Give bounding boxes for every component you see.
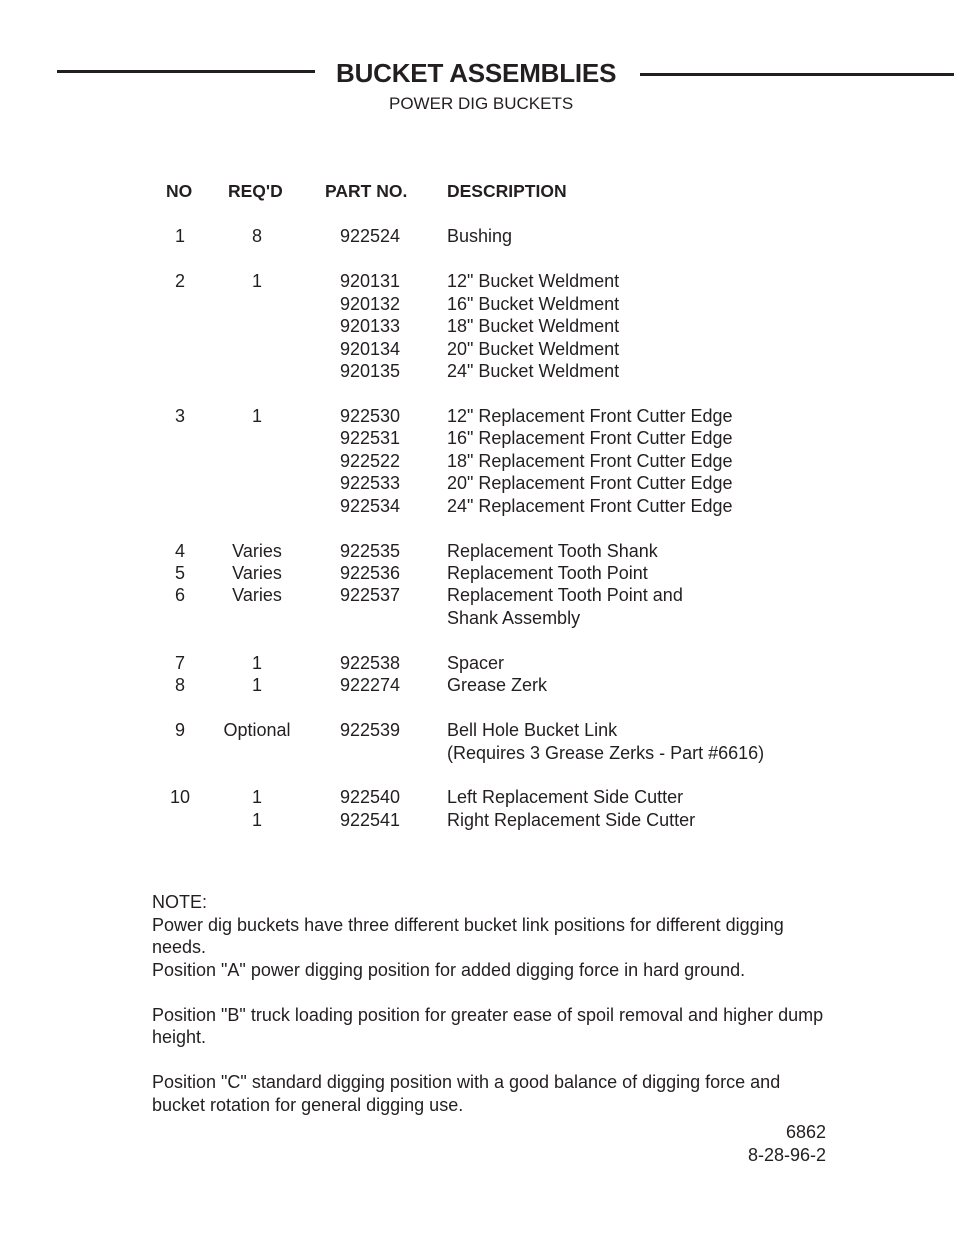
row-no: 7 (174, 653, 185, 673)
row-part-no: 920131 (339, 271, 401, 291)
page-title: BUCKET ASSEMBLIES (336, 58, 617, 88)
row-no: 4 (174, 541, 185, 561)
row-description: 16" Bucket Weldment (447, 294, 620, 314)
row-part-no: 920132 (339, 294, 401, 314)
row-part-no: 922540 (339, 787, 401, 807)
row-description: 24" Replacement Front Cutter Edge (447, 496, 733, 516)
row-reqd: 1 (251, 787, 262, 807)
row-reqd: 8 (251, 226, 262, 246)
row-description: Left Replacement Side Cutter (447, 787, 684, 807)
row-description: Replacement Tooth Shank (447, 541, 658, 561)
row-part-no: 922530 (339, 406, 401, 426)
row-reqd: 1 (251, 653, 262, 673)
row-description: Bell Hole Bucket Link (447, 720, 618, 740)
row-description: 16" Replacement Front Cutter Edge (447, 428, 733, 448)
document-date-code: 8-28-96-2 (747, 1145, 826, 1165)
row-part-no: 922535 (339, 541, 401, 561)
row-part-no: 920134 (339, 339, 401, 359)
note-heading: NOTE: (152, 892, 208, 912)
row-part-no: 922541 (339, 810, 401, 830)
row-part-no: 922539 (339, 720, 401, 740)
row-description: Grease Zerk (447, 675, 548, 695)
row-part-no: 922538 (339, 653, 401, 673)
row-description: 20" Bucket Weldment (447, 339, 620, 359)
row-description: 24" Bucket Weldment (447, 361, 620, 381)
title-rule-left (57, 70, 315, 73)
row-no: 2 (174, 271, 185, 291)
note-position-c: Position "C" standard digging position with a good balance of digging force and bucket rotation for general digging use. (152, 1072, 781, 1115)
document-number: 6862 (785, 1122, 826, 1142)
row-description: Replacement Tooth Point (447, 563, 648, 583)
column-header-description: DESCRIPTION (447, 181, 567, 201)
row-no: 6 (174, 585, 185, 605)
row-reqd: 1 (251, 406, 262, 426)
title-rule-right (640, 73, 954, 76)
row-part-no: 922524 (339, 226, 401, 246)
column-header-part-no: PART NO. (325, 181, 408, 201)
row-no: 10 (169, 787, 191, 807)
row-description: 12" Replacement Front Cutter Edge (447, 406, 733, 426)
row-part-no: 922274 (339, 675, 401, 695)
row-description: Replacement Tooth Point and (447, 585, 683, 605)
row-part-no: 922537 (339, 585, 401, 605)
row-description: 20" Replacement Front Cutter Edge (447, 473, 733, 493)
note-intro: Power dig buckets have three different bucket link positions for different digging needs. (152, 914, 784, 957)
row-no: 5 (174, 563, 185, 583)
row-reqd: 1 (251, 271, 262, 291)
row-reqd: 1 (251, 675, 262, 695)
row-description: (Requires 3 Grease Zerks - Part #6616) (447, 743, 765, 763)
note-block (152, 891, 832, 1116)
note-position-b: Position "B" truck loading position for greater ease of spoil removal and higher dump height. (152, 1004, 824, 1047)
row-reqd: 1 (251, 810, 262, 830)
row-part-no: 922534 (339, 496, 401, 516)
row-reqd: Varies (232, 541, 282, 561)
note-position-a: Position "A" power digging position for added digging force in hard ground. (152, 959, 746, 980)
row-part-no: 920133 (339, 316, 401, 336)
row-part-no: 922536 (339, 563, 401, 583)
column-header-reqd: REQ'D (228, 181, 283, 201)
row-part-no: 922522 (339, 451, 401, 471)
row-description: 18" Replacement Front Cutter Edge (447, 451, 733, 471)
row-description: Spacer (447, 653, 505, 673)
row-no: 8 (174, 675, 185, 695)
row-part-no: 922531 (339, 428, 401, 448)
row-description: 18" Bucket Weldment (447, 316, 620, 336)
row-description: Bushing (447, 226, 513, 246)
row-description: 12" Bucket Weldment (447, 271, 620, 291)
row-description: Right Replacement Side Cutter (447, 810, 696, 830)
row-part-no: 920135 (339, 361, 401, 381)
row-description: Shank Assembly (447, 608, 581, 628)
row-reqd: Optional (223, 720, 291, 740)
row-no: 3 (174, 406, 185, 426)
row-part-no: 922533 (339, 473, 401, 493)
row-no: 9 (174, 720, 185, 740)
page-subtitle: POWER DIG BUCKETS (389, 94, 574, 113)
row-reqd: Varies (232, 585, 282, 605)
column-header-no: NO (166, 181, 193, 201)
row-no: 1 (174, 226, 185, 246)
row-reqd: Varies (232, 563, 282, 583)
